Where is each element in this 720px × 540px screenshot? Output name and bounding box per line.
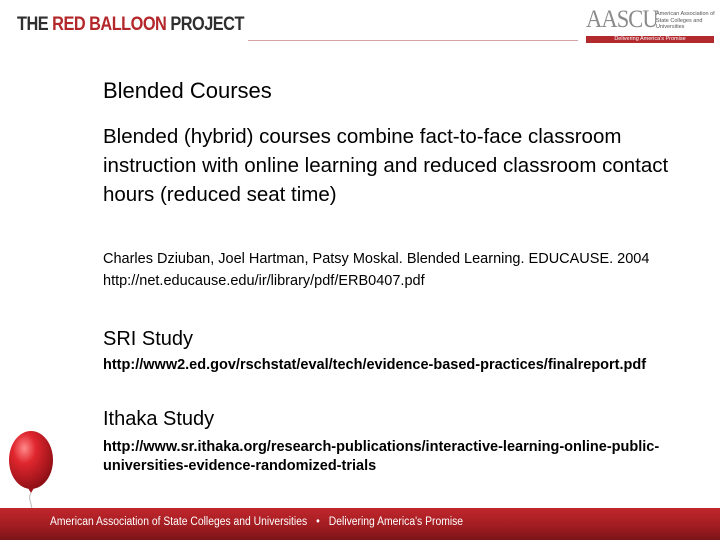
ithaka-study-heading: Ithaka Study xyxy=(103,408,215,430)
footer-text xyxy=(50,516,463,528)
aascu-tagline: Delivering America's Promise xyxy=(586,36,714,43)
aascu-logo xyxy=(586,6,716,42)
footer-org: American Association of State Colleges and Universities xyxy=(50,516,308,528)
sri-study-link[interactable]: http://www2.ed.gov/rschstat/eval/tech/evidence-based-practices/finalreport.pdf xyxy=(103,357,647,373)
slide-footer xyxy=(0,508,720,540)
definition-text: Blended (hybrid) courses combine fact-to-face classroom instruction with online learning and reduced classroom contact hours (reduced seat time) xyxy=(103,125,669,206)
sri-study-heading: SRI Study xyxy=(103,328,194,350)
slide-title: Blended Courses xyxy=(103,78,272,103)
aascu-full-name: American Association of State Colleges and Universities xyxy=(656,11,715,30)
red-balloon-image xyxy=(4,428,60,518)
citation-text: Charles Dziuban, Joel Hartman, Patsy Moskal. Blended Learning. EDUCAUSE. 2004 http://net.educause.edu/ir/library/pdf/ERB0407.pdf xyxy=(103,251,650,289)
aascu-mark: AASCU xyxy=(586,6,658,33)
header-divider xyxy=(248,40,578,41)
footer-separator: • xyxy=(316,516,320,528)
footer-tagline: Delivering America's Promise xyxy=(328,516,464,528)
logo-red-text: RED BALLOON xyxy=(52,14,167,35)
red-balloon-project-logo xyxy=(17,14,244,36)
logo-suffix: PROJECT xyxy=(166,14,244,35)
ithaka-study-link[interactable]: http://www.sr.ithaka.org/research-publications/interactive-learning-online-public-universities-evidence-randomized-trials xyxy=(103,439,660,474)
logo-prefix: THE xyxy=(17,14,53,35)
slide-header xyxy=(0,0,720,44)
